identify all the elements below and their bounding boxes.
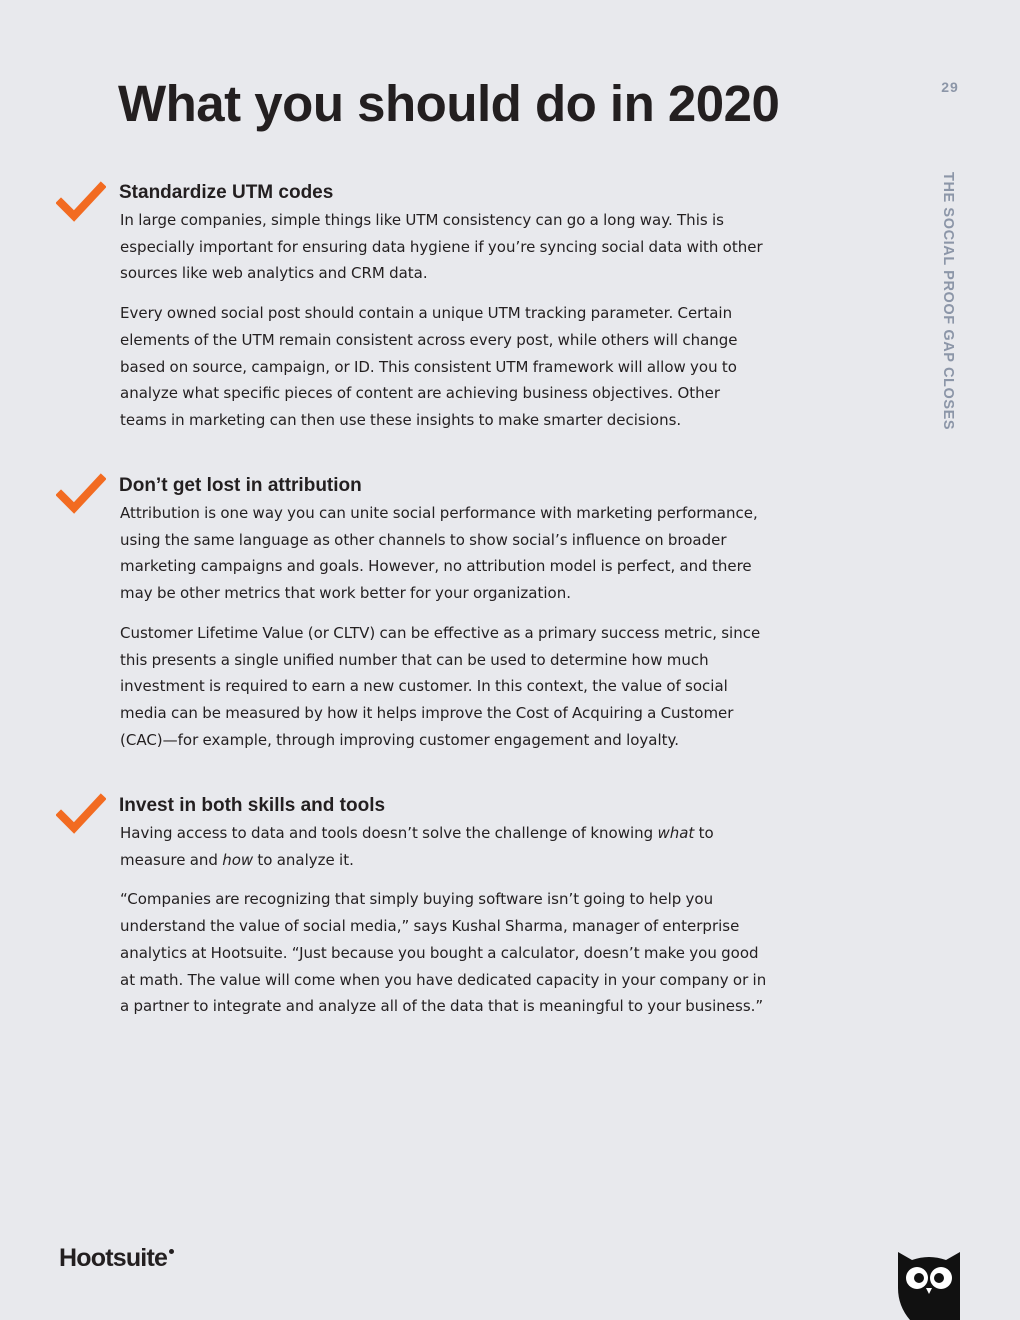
- paragraph: In large companies, simple things like UTM consistency can go a long way. This is especially important for ensuring data hygiene if you’re syncing social data with other sources like web analytics and CRM data.: [120, 211, 763, 283]
- page-title: What you should do in 2020: [118, 75, 780, 132]
- section-heading: Invest in both skills and tools: [119, 795, 386, 816]
- checkmark-icon: [56, 181, 106, 225]
- hootsuite-owl-icon: [896, 1248, 962, 1320]
- checkmark-icon: [56, 473, 106, 517]
- paragraph: Every owned social post should contain a unique UTM tracking parameter. Certain elements of the UTM remain consistent across every post, while others will change based on source, campaign, or ID. This consistent UTM framework will allow you to analyze what specific pieces of content are achieving business objectives. Other teams in marketing can then use these insights to make smarter decisions.: [120, 304, 738, 429]
- paragraph: Having access to data and tools doesn’t solve the challenge of knowing what to measure and how to analyze it.: [120, 824, 714, 869]
- page-number: 29: [941, 79, 959, 95]
- paragraph: Attribution is one way you can unite social performance with marketing performance, using the same language as other channels to show social’s influence on broader marketing campaigns and goals. However, no attribution model is perfect, and there may be other metrics that work better for your organization.: [120, 504, 758, 603]
- section-heading: Don’t get lost in attribution: [119, 475, 362, 496]
- section-heading: Standardize UTM codes: [119, 182, 334, 203]
- hootsuite-logo: Hootsuite: [59, 1244, 174, 1273]
- checkmark-icon: [56, 793, 106, 837]
- paragraph: Customer Lifetime Value (or CLTV) can be effective as a primary success metric, since this presents a single unified number that can be used to determine how much investment is required to earn a new customer. In this context, the value of social media can be measured by how it helps improve the Cost of Acquiring a Customer (CAC)—for example, through improving customer engagement and loyalty.: [120, 623, 761, 749]
- side-section-label: THE SOCIAL PROOF GAP CLOSES: [940, 172, 956, 431]
- paragraph: “Companies are recognizing that simply buying software isn’t going to help you understand the value of social media,” says Kushal Sharma, manager of enterprise analytics at Hootsuite. “Just because you bought a calculator, doesn’t make you good at math. The value will come when you have dedicated capacity in your company or in a partner to integrate and analyze all of the data that is meaningful to your business.”: [120, 890, 767, 1016]
